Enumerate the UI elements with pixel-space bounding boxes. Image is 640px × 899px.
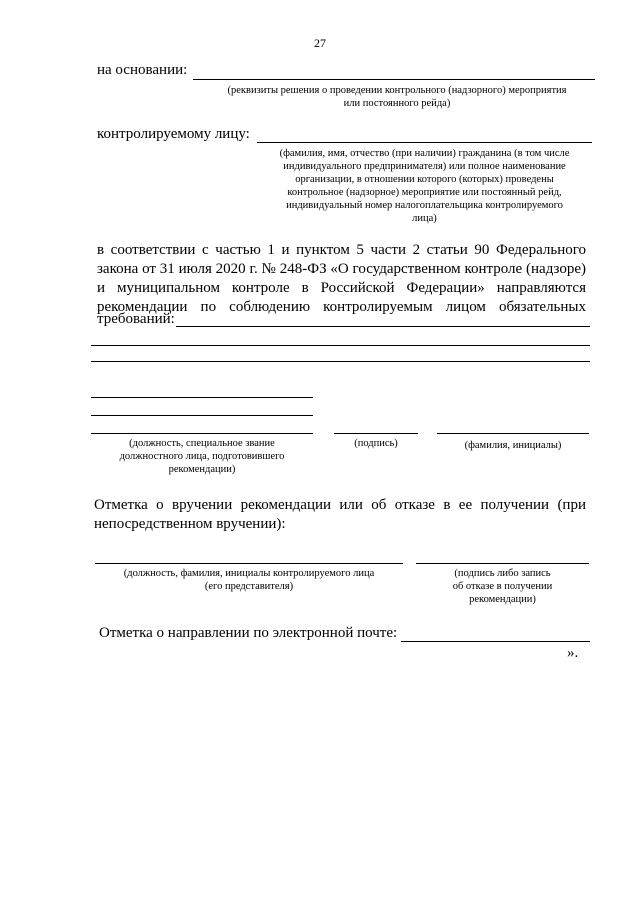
- signature-line[interactable]: [334, 433, 418, 434]
- position-line-3[interactable]: [91, 433, 313, 434]
- person-caption-line: индивидуального предпринимателя) или полное наименование: [283, 161, 566, 172]
- position-caption-line: должностного лица, подготовившего: [119, 451, 285, 462]
- delivery-person-line[interactable]: [95, 563, 403, 564]
- requirements-line-2[interactable]: [91, 345, 590, 346]
- person-field-line[interactable]: [257, 142, 592, 143]
- requirements-label: требований:: [97, 311, 175, 327]
- position-caption-line: (должность, специальное звание: [129, 438, 275, 449]
- delivery-line: Отметка о вручении рекомендации или об отказе в ее получении (при: [94, 497, 586, 513]
- person-caption-line: контрольное (надзорное) мероприятие или постоянный рейд,: [287, 187, 562, 198]
- delivery-right-caption: [416, 567, 589, 606]
- body-line: рекомендации по соблюдению контролируемым лицом обязательных: [97, 299, 586, 315]
- person-caption-line: лица): [412, 213, 437, 224]
- body-line: и муниципальном контроле в Российской Федерации» направляются: [97, 280, 586, 296]
- basis-caption-line: или постоянного рейда): [343, 98, 451, 109]
- closing-quote: ».: [567, 645, 579, 661]
- position-caption: [91, 437, 313, 476]
- basis-caption: [197, 84, 597, 110]
- delivery-left-caption: [95, 567, 403, 593]
- person-caption-line: индивидуальный номер налогоплательщика контролируемого: [286, 200, 563, 211]
- basis-field-line[interactable]: [193, 79, 595, 80]
- email-label: Отметка о направлении по электронной почте:: [99, 625, 398, 641]
- body-paragraph: [97, 242, 586, 318]
- delivery-right-caption-line: (подпись либо запись: [454, 568, 551, 579]
- body-line: в соответствии с частью 1 и пунктом 5 части 2 статьи 90 Федерального: [97, 242, 586, 258]
- person-caption: [252, 147, 597, 225]
- delivery-left-caption-line: (должность, фамилия, инициалы контролируемого лица: [123, 568, 375, 579]
- delivery-last-line: непосредственном вручении):: [94, 516, 286, 532]
- delivery-right-caption-line: рекомендации): [469, 594, 536, 605]
- position-line-1[interactable]: [91, 397, 313, 398]
- name-line[interactable]: [437, 433, 589, 434]
- delivery-right-caption-line: об отказе в получении: [452, 581, 553, 592]
- requirements-line-3[interactable]: [91, 361, 590, 362]
- body-line: закона от 31 июля 2020 г. № 248-ФЗ «О государственном контроле (надзоре): [97, 261, 586, 277]
- requirements-line-1[interactable]: [176, 326, 590, 327]
- page-number: 27: [314, 36, 326, 50]
- position-line-2[interactable]: [91, 415, 313, 416]
- position-caption-line: рекомендации): [168, 464, 236, 475]
- signature-caption: (подпись): [354, 438, 398, 449]
- basis-caption-line: (реквизиты решения о проведении контрольного (надзорного) мероприятия: [227, 85, 567, 96]
- delivery-signature-line[interactable]: [416, 563, 589, 564]
- person-caption-line: организации, в отношении которого (которых) проведены: [295, 174, 554, 185]
- delivery-paragraph: [94, 497, 586, 516]
- person-caption-line: (фамилия, имя, отчество (при наличии) гражданина (в том числе: [279, 148, 570, 159]
- name-caption: (фамилия, инициалы): [464, 440, 562, 451]
- delivery-left-caption-line: (его представителя): [204, 581, 294, 592]
- email-field-line[interactable]: [401, 641, 590, 642]
- basis-label: на основании:: [97, 62, 188, 78]
- person-label: контролируемому лицу:: [97, 126, 250, 142]
